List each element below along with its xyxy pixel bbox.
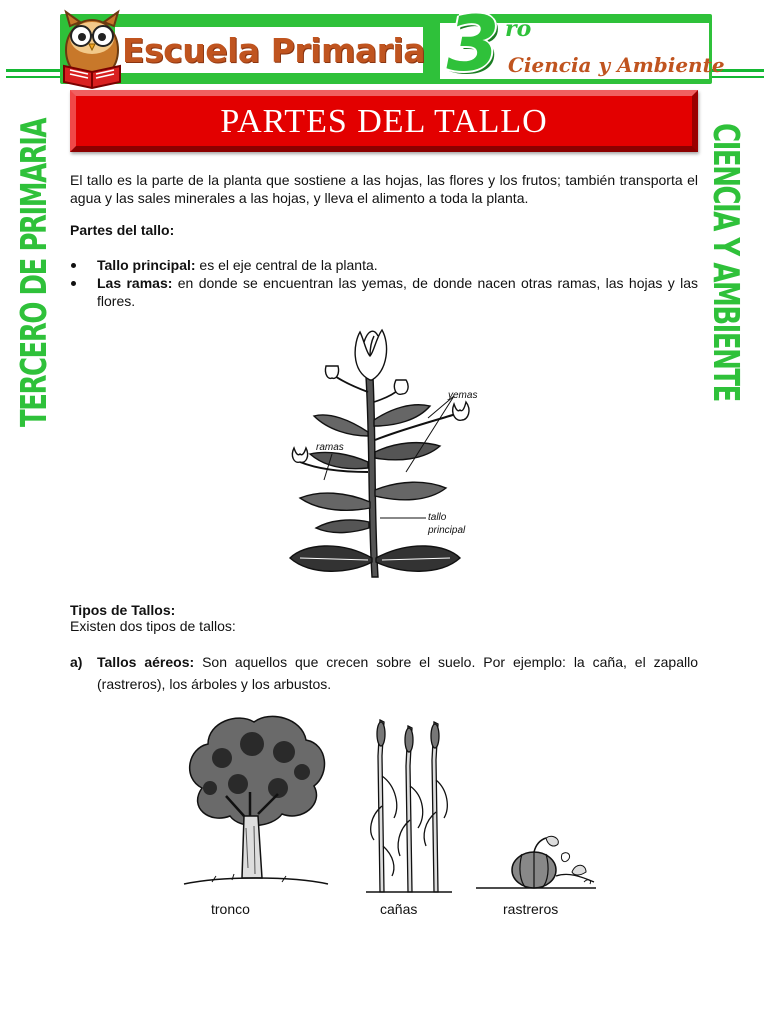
parts-list: [70, 256, 698, 310]
creeper-illustration: [476, 832, 598, 896]
caption-creeper: rastreros: [503, 901, 559, 917]
list-item-text: Son aquellos que crecen sobre el suelo. Por ejemplo: la caña, el zapallo (rastreros), los árboles y los arbustos.: [97, 654, 698, 692]
label-principal: principal: [428, 525, 466, 536]
list-item: [70, 274, 698, 310]
list-item: [70, 256, 698, 274]
tree-illustration: [182, 708, 330, 898]
list-item-text: es el eje central de la planta.: [195, 257, 378, 273]
plant-stem-diagram: [280, 322, 490, 584]
side-title-left-text: TERCERO DE PRIMARIA: [14, 118, 56, 428]
list-item-body: [97, 651, 698, 695]
page-title: PARTES DEL TALLO: [220, 103, 548, 140]
caption-cane: cañas: [380, 901, 418, 917]
types-heading: Tipos de Tallos:: [70, 602, 176, 618]
parts-heading: Partes del tallo:: [70, 222, 175, 238]
caption-tree: tronco: [211, 901, 250, 917]
grade-suffix: ro: [505, 16, 532, 42]
list-item-term: Tallos aéreos:: [97, 654, 195, 670]
list-marker: a): [70, 654, 83, 670]
intro-paragraph: El tallo es la parte de la planta que sostiene a las hojas, las flores y los frutos; también transporta el agua y las sales minerales a las hojas, y lleva el alimento a toda la planta.: [70, 172, 698, 206]
types-subheading: Existen dos tipos de tallos:: [70, 618, 236, 634]
side-title-right-text: CIENCIA Y AMBIENTE: [705, 123, 747, 401]
subject-title: Ciencia y Ambiente: [508, 53, 725, 77]
list-item-text: en donde se encuentran las yemas, de donde nacen otras ramas, las hojas y las flores.: [97, 275, 698, 309]
cane-illustration: [366, 716, 452, 894]
owl-mascot-icon: [56, 8, 128, 90]
side-title-right: [700, 112, 750, 412]
label-yemas: yemas: [448, 390, 478, 401]
label-ramas: ramas: [316, 442, 344, 453]
side-title-left: [10, 118, 60, 428]
grade-number: 3: [446, 0, 500, 88]
list-item-term: Las ramas:: [97, 275, 173, 291]
list-item: [70, 651, 698, 695]
list-item-term: Tallo principal:: [97, 257, 196, 273]
label-tallo: tallo: [428, 512, 447, 523]
school-title: Escuela Primaria: [122, 31, 425, 70]
